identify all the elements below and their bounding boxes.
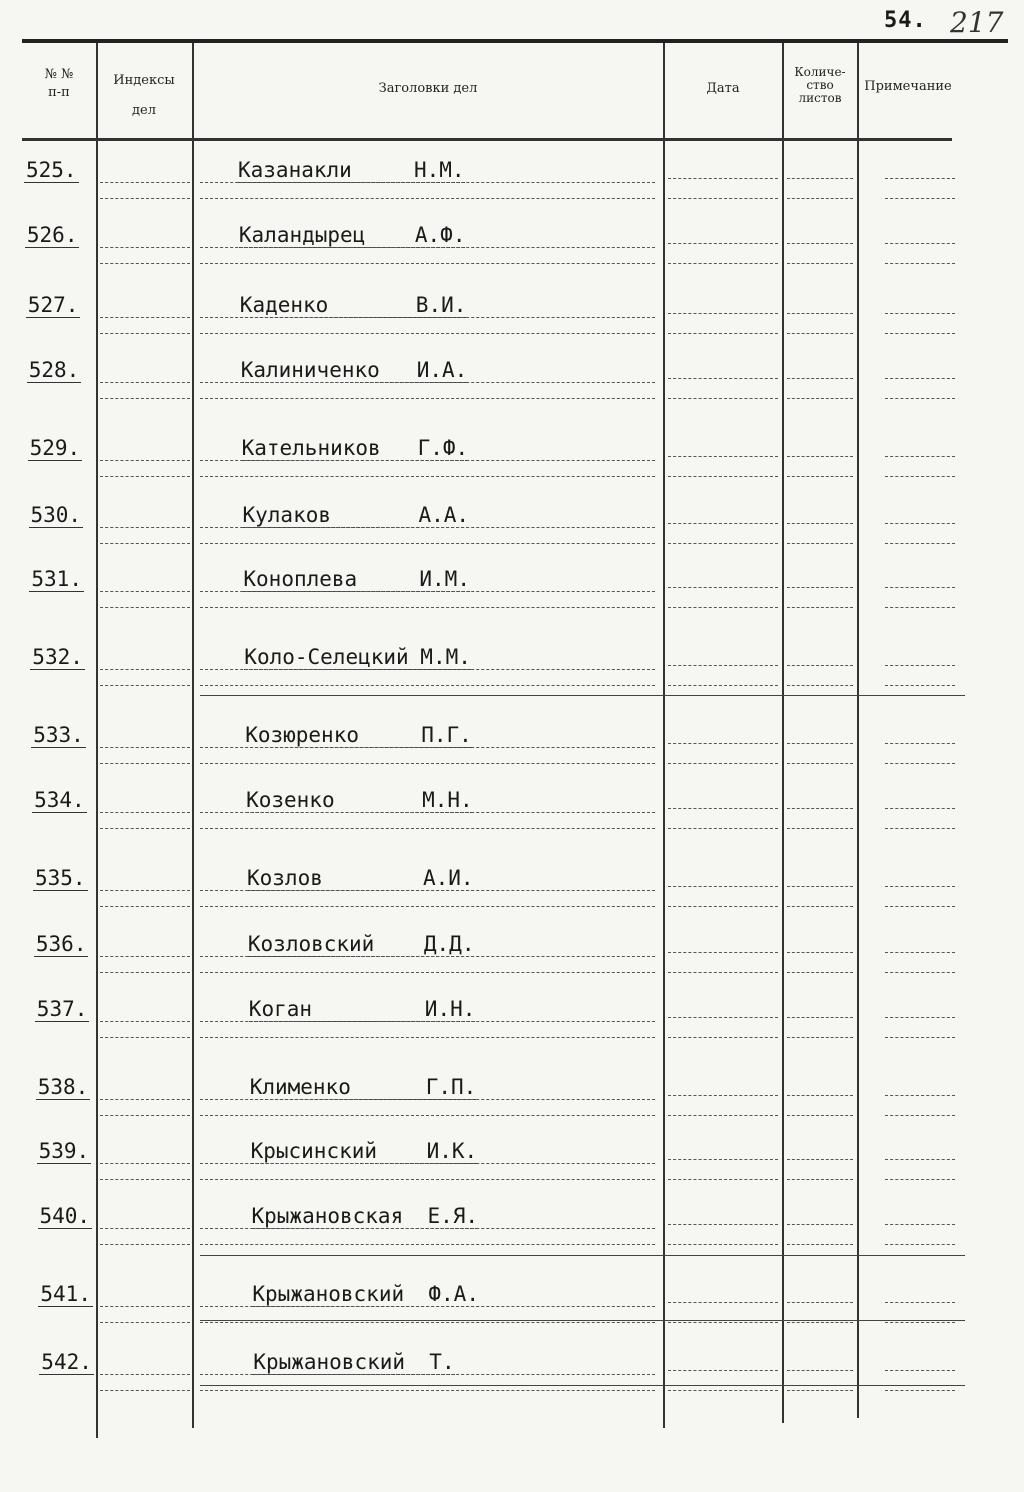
row-number: 533.: [33, 723, 84, 747]
row-rule: [787, 1017, 853, 1018]
row-rule: [885, 665, 955, 666]
row-rule: [885, 952, 955, 953]
surname: Коган: [248, 997, 313, 1021]
row-rule: [200, 333, 655, 334]
row-rule: [200, 1179, 655, 1180]
row-rule: [787, 178, 853, 179]
row-rule: [787, 243, 853, 244]
header-sheets: Количе- ство листов: [794, 65, 846, 105]
table-top-rule: [22, 39, 1008, 43]
row-rule: [100, 591, 190, 592]
row-rule: [787, 1037, 853, 1038]
row-rule: [668, 808, 778, 809]
header-number: № № п-п: [44, 67, 74, 100]
row-rule: [668, 398, 778, 399]
row-rule: [100, 906, 190, 907]
case-title: [248, 932, 475, 957]
row-rule: [100, 685, 190, 686]
row-rule: [787, 808, 853, 809]
row-rule: [668, 333, 778, 334]
surname: Коноплева: [243, 567, 358, 591]
row-rule: [668, 665, 778, 666]
row-rule: [787, 1302, 853, 1303]
handwritten-page-number: 217: [950, 6, 1004, 39]
row-rule: [200, 607, 655, 608]
row-rule: [668, 1390, 778, 1391]
row-rule: [100, 476, 190, 477]
row-rule: [787, 333, 853, 334]
row-rule: [100, 198, 190, 199]
row-rule: [885, 1159, 955, 1160]
surname: Козюренко: [245, 723, 359, 747]
row-rule: [200, 476, 655, 477]
row-number: 529.: [29, 436, 81, 460]
row-rule: [885, 313, 955, 314]
surname: Крысинский: [250, 1139, 378, 1163]
surname: Каландырец: [238, 223, 366, 247]
header-note: Примечание: [864, 79, 952, 94]
row-rule: [200, 956, 655, 957]
case-title: [242, 436, 469, 461]
header-bottom-rule: [22, 138, 952, 141]
case-title: [241, 358, 468, 383]
row-rule: [200, 382, 655, 383]
case-title: [251, 1139, 478, 1164]
row-rule: [100, 333, 190, 334]
row-rule: [100, 247, 190, 248]
row-rule: [885, 243, 955, 244]
row-rule: [100, 1322, 190, 1323]
section-rule: [200, 1320, 965, 1321]
row-rule: [787, 587, 853, 588]
row-rule: [885, 587, 955, 588]
row-rule: [885, 607, 955, 608]
row-number: 534.: [34, 788, 85, 812]
page-number: 54.: [884, 8, 927, 33]
row-rule: [668, 476, 778, 477]
row-number: 527.: [27, 293, 79, 317]
initials: М.Н.: [422, 788, 473, 812]
row-rule: [100, 1228, 190, 1229]
surname: Каденко: [239, 293, 329, 317]
row-rule: [885, 1370, 955, 1371]
row-rule: [100, 398, 190, 399]
row-rule: [787, 198, 853, 199]
surname: Крыжановский: [253, 1350, 406, 1374]
row-rule: [885, 906, 955, 907]
row-rule: [668, 1302, 778, 1303]
initials: А.И.: [423, 866, 474, 890]
surname: Козенко: [246, 788, 335, 812]
row-rule: [100, 263, 190, 264]
row-rule: [787, 378, 853, 379]
row-rule: [787, 665, 853, 666]
row-rule: [100, 1179, 190, 1180]
row-number: 542.: [41, 1350, 92, 1374]
row-rule: [200, 198, 655, 199]
row-number: 530.: [30, 503, 82, 527]
row-rule: [200, 1374, 655, 1375]
row-rule: [200, 685, 655, 686]
row-rule: [100, 607, 190, 608]
row-rule: [885, 1302, 955, 1303]
row-rule: [885, 1322, 955, 1323]
row-rule: [200, 1099, 655, 1100]
case-title: [246, 788, 473, 813]
row-rule: [200, 828, 655, 829]
row-rule: [668, 1017, 778, 1018]
case-title: [244, 645, 471, 670]
row-rule: [885, 886, 955, 887]
row-rule: [668, 607, 778, 608]
row-rule: [885, 198, 955, 199]
row-rule: [885, 378, 955, 379]
initials: Е.Я.: [427, 1204, 479, 1228]
row-rule: [668, 1224, 778, 1225]
row-number: 541.: [40, 1282, 91, 1306]
row-number: 539.: [38, 1139, 90, 1163]
row-rule: [787, 1370, 853, 1371]
row-rule: [200, 747, 655, 748]
row-rule: [668, 587, 778, 588]
row-rule: [200, 182, 655, 183]
row-rule: [787, 1244, 853, 1245]
row-rule: [100, 1037, 190, 1038]
row-rule: [668, 886, 778, 887]
row-rule: [668, 1037, 778, 1038]
initials: М.М.: [420, 645, 471, 669]
row-rule: [200, 527, 655, 528]
initials: Н.М.: [414, 158, 465, 182]
row-rule: [200, 972, 655, 973]
row-rule: [787, 1095, 853, 1096]
row-number: 526.: [26, 223, 78, 247]
row-rule: [787, 685, 853, 686]
row-rule: [200, 890, 655, 891]
row-rule: [200, 317, 655, 318]
row-rule: [885, 1037, 955, 1038]
initials: В.И.: [415, 293, 467, 317]
header-date: Дата: [706, 81, 740, 96]
row-rule: [100, 956, 190, 957]
row-number: 537.: [36, 997, 88, 1021]
row-rule: [668, 1322, 778, 1323]
row-rule: [787, 523, 853, 524]
surname: Калиниченко: [240, 358, 380, 382]
row-rule: [200, 669, 655, 670]
row-rule: [668, 523, 778, 524]
row-rule: [668, 313, 778, 314]
row-rule: [100, 1390, 190, 1391]
row-rule: [787, 1115, 853, 1116]
row-rule: [787, 476, 853, 477]
row-rule: [787, 313, 853, 314]
row-rule: [787, 886, 853, 887]
row-rule: [885, 398, 955, 399]
row-rule: [787, 1322, 853, 1323]
initials: И.М.: [419, 567, 470, 591]
row-rule: [885, 523, 955, 524]
row-rule: [668, 906, 778, 907]
row-rule: [885, 743, 955, 744]
case-title: [247, 866, 474, 891]
row-rule: [668, 828, 778, 829]
row-rule: [100, 747, 190, 748]
initials: Г.П.: [425, 1075, 477, 1099]
initials: Д.Д.: [423, 932, 475, 956]
row-rule: [885, 263, 955, 264]
column-divider-title: [663, 43, 665, 1428]
initials: Ф.А.: [428, 1282, 479, 1306]
row-rule: [787, 906, 853, 907]
row-rule: [885, 1095, 955, 1096]
row-rule: [668, 1370, 778, 1371]
row-rule: [668, 178, 778, 179]
surname: Казанакли: [238, 158, 352, 182]
row-rule: [200, 1306, 655, 1307]
initials: И.Н.: [424, 997, 476, 1021]
row-rule: [100, 812, 190, 813]
row-rule: [668, 198, 778, 199]
surname: Козловский: [247, 932, 375, 956]
row-rule: [200, 1322, 655, 1323]
row-rule: [885, 828, 955, 829]
row-rule: [885, 1179, 955, 1180]
row-rule: [787, 972, 853, 973]
row-number: 535.: [35, 866, 86, 890]
row-rule: [885, 1244, 955, 1245]
row-rule: [668, 972, 778, 973]
row-rule: [100, 543, 190, 544]
row-number: 525.: [26, 158, 77, 182]
row-rule: [787, 1390, 853, 1391]
row-rule: [100, 890, 190, 891]
row-rule: [668, 1115, 778, 1116]
row-rule: [668, 456, 778, 457]
initials: П.Г.: [421, 723, 472, 747]
row-rule: [200, 1021, 655, 1022]
row-rule: [200, 247, 655, 248]
initials: Г.Ф.: [417, 436, 469, 460]
initials: Т.: [429, 1350, 455, 1374]
surname: Крыжановский: [252, 1282, 405, 1306]
row-rule: [100, 460, 190, 461]
column-divider-date: [782, 43, 784, 1423]
row-rule: [885, 543, 955, 544]
column-divider-sheets: [857, 43, 859, 1418]
row-number: 540.: [39, 1204, 91, 1228]
row-rule: [100, 972, 190, 973]
row-rule: [200, 591, 655, 592]
row-rule: [200, 543, 655, 544]
row-rule: [200, 1115, 655, 1116]
row-rule: [885, 333, 955, 334]
row-rule: [100, 382, 190, 383]
row-rule: [885, 1224, 955, 1225]
row-rule: [200, 906, 655, 907]
row-rule: [668, 685, 778, 686]
row-rule: [668, 1095, 778, 1096]
case-title: [253, 1350, 454, 1375]
case-title: [245, 723, 472, 748]
row-rule: [100, 1374, 190, 1375]
row-rule: [787, 1159, 853, 1160]
case-title: [252, 1282, 479, 1307]
case-title: [252, 1204, 479, 1229]
row-rule: [787, 1224, 853, 1225]
case-title: [239, 223, 466, 248]
row-rule: [100, 1021, 190, 1022]
row-rule: [787, 263, 853, 264]
surname: Козлов: [247, 866, 323, 890]
section-rule: [200, 695, 965, 696]
surname: Клименко: [249, 1075, 351, 1099]
row-rule: [787, 607, 853, 608]
row-rule: [885, 1017, 955, 1018]
row-rule: [100, 828, 190, 829]
section-rule: [200, 1385, 965, 1386]
row-rule: [668, 952, 778, 953]
row-number: 528.: [28, 358, 80, 382]
row-rule: [668, 543, 778, 544]
row-rule: [885, 476, 955, 477]
row-rule: [200, 1390, 655, 1391]
row-rule: [885, 1115, 955, 1116]
row-rule: [787, 952, 853, 953]
row-rule: [200, 398, 655, 399]
row-rule: [787, 743, 853, 744]
row-rule: [668, 243, 778, 244]
row-rule: [668, 1244, 778, 1245]
row-rule: [885, 972, 955, 973]
row-rule: [787, 398, 853, 399]
row-rule: [787, 543, 853, 544]
row-number: 536.: [35, 932, 87, 956]
row-rule: [200, 263, 655, 264]
case-title: [243, 567, 470, 592]
section-rule: [200, 1255, 965, 1256]
row-rule: [668, 263, 778, 264]
row-rule: [200, 1228, 655, 1229]
row-rule: [100, 1306, 190, 1307]
surname: Кулаков: [242, 503, 332, 527]
row-rule: [100, 1099, 190, 1100]
case-title: [243, 503, 470, 528]
case-title: [240, 293, 467, 318]
row-rule: [668, 378, 778, 379]
initials: И.А.: [416, 358, 468, 382]
row-rule: [100, 1115, 190, 1116]
row-rule: [787, 1179, 853, 1180]
row-rule: [100, 182, 190, 183]
row-rule: [100, 763, 190, 764]
row-rule: [100, 527, 190, 528]
column-divider-number: [96, 43, 98, 1438]
surname: Кательников: [241, 436, 381, 460]
row-rule: [668, 1159, 778, 1160]
header-title: Заголовки дел: [378, 81, 478, 96]
row-rule: [885, 763, 955, 764]
row-rule: [787, 828, 853, 829]
row-rule: [200, 1163, 655, 1164]
row-number: 531.: [31, 567, 82, 591]
row-rule: [668, 743, 778, 744]
column-divider-index: [192, 43, 194, 1428]
initials: А.Ф.: [414, 223, 466, 247]
row-number: 538.: [37, 1075, 89, 1099]
row-rule: [200, 812, 655, 813]
row-rule: [885, 178, 955, 179]
surname: Коло-Селецкий: [244, 645, 409, 669]
row-rule: [668, 1179, 778, 1180]
row-rule: [100, 317, 190, 318]
header-index: Индексы дел: [113, 73, 175, 118]
row-number: 532.: [32, 645, 83, 669]
case-title: [250, 1075, 477, 1100]
row-rule: [200, 1037, 655, 1038]
case-title: [238, 158, 465, 183]
row-rule: [787, 763, 853, 764]
row-rule: [200, 460, 655, 461]
row-rule: [787, 456, 853, 457]
row-rule: [668, 763, 778, 764]
row-rule: [885, 456, 955, 457]
case-title: [249, 997, 476, 1022]
initials: А.А.: [418, 503, 470, 527]
row-rule: [885, 685, 955, 686]
initials: И.К.: [426, 1139, 478, 1163]
row-rule: [100, 669, 190, 670]
row-rule: [885, 1390, 955, 1391]
row-rule: [100, 1163, 190, 1164]
row-rule: [200, 763, 655, 764]
row-rule: [100, 1244, 190, 1245]
row-rule: [200, 1244, 655, 1245]
surname: Крыжановская: [251, 1204, 404, 1228]
row-rule: [885, 808, 955, 809]
